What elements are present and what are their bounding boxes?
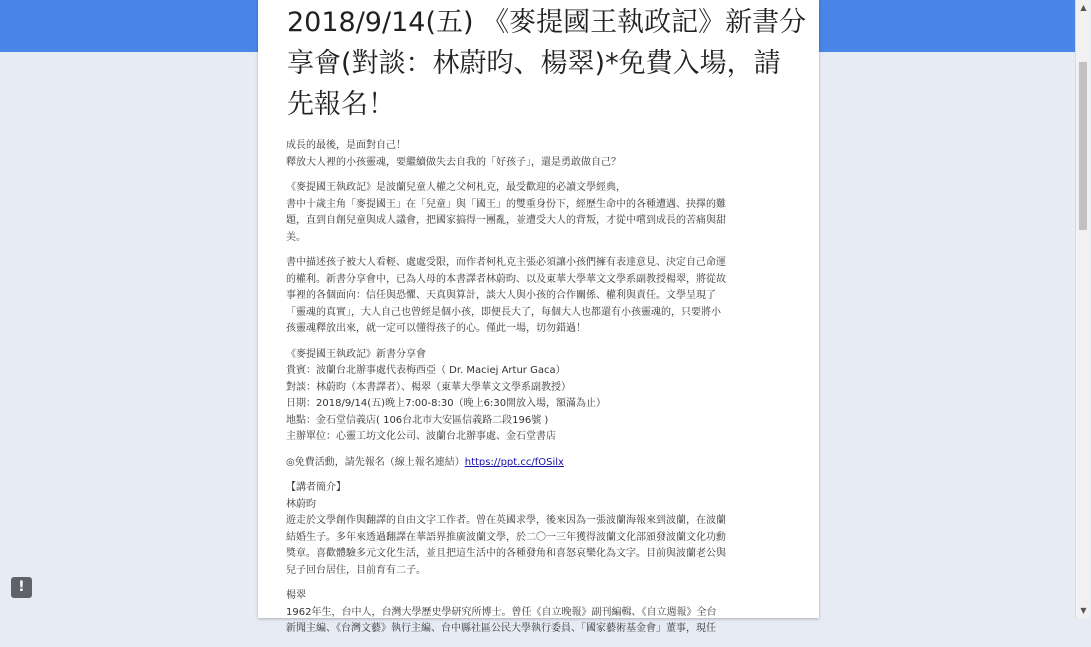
desc-line: 日期：2018/9/14(五)晚上7:00-8:30（晚上6:30開放入場，額滿為止） [286, 398, 607, 409]
desc-line: 楊翠 [286, 590, 306, 601]
desc-paragraph-3 [286, 255, 796, 338]
desc-paragraph-signup [286, 455, 796, 472]
desc-line: 美。 [286, 231, 306, 243]
desc-line: 新聞主編、《台灣文藝》執行主編、台中縣社區公民大學執行委員、「國家藝術基金會」董事，現任 [286, 623, 716, 634]
desc-line: 書中描述孩子被大人看輕、處處受限，而作者柯札克主張必須讓小孩們擁有表達意見、決定自己命運 [286, 257, 726, 268]
form-title: 2018/9/14(五) 《麥提國王執政記》新書分享會(對談：林蔚昀、楊翠)*免費入場，請先報名！ [287, 7, 807, 120]
form-description [286, 138, 796, 647]
scroll-up-arrow-icon[interactable]: ▲ [1080, 3, 1087, 12]
desc-line: 孩靈魂釋放出來，就一定可以懂得孩子的心。僅此一場，切勿錯過！ [286, 323, 586, 334]
scrollbar-thumb[interactable] [1079, 62, 1087, 230]
desc-paragraph-2 [286, 180, 796, 246]
desc-line: 「靈魂的真實」，大人自己也曾經是個小孩，即便長大了，每個大人也都還有小孩靈魂的，只要將小 [286, 306, 721, 318]
page-scrollbar[interactable] [1075, 0, 1090, 618]
desc-line: 遊走於文學創作與翻譯的自由文字工作者。曾在英國求學，後來因為一張波蘭海報來到波蘭，在波蘭 [286, 515, 726, 526]
desc-line: 兒子回台居住，目前育有二子。 [286, 564, 426, 576]
signup-text: ◎免費活動，請先報名（線上報名連結） [286, 456, 465, 468]
desc-line: 成長的最後，是面對自己！ [286, 140, 406, 151]
desc-line: 書中十歲主角「麥提國王」在「兒童」與「國王」的雙重身份下，經歷生命中的各種遭遇、抉擇的難 [286, 198, 726, 210]
desc-paragraph-4 [286, 347, 796, 446]
desc-line: 釋放大人裡的小孩靈魂，要繼續做失去自我的「好孩子」，還是勇敢做自己？ [286, 156, 621, 168]
desc-line: 題，直到自創兒童與成人議會，把國家搞得一團亂，並遭受大人的背叛，才從中嚐到成長的苦痛與甜 [286, 215, 726, 226]
desc-line: 《麥提國王執政記》新書分享會 [286, 348, 426, 360]
desc-line: 主辦單位：心靈工坊文化公司、波蘭台北辦事處、金石堂書店 [286, 431, 556, 442]
desc-line: 【講者簡介】 [286, 482, 346, 493]
scroll-down-arrow-icon[interactable]: ▼ [1080, 606, 1087, 615]
desc-line: 事裡的各個面向：信任與恐懼、天真與算計，談大人與小孩的合作關係、權利與責任。文學呈現了 [286, 290, 716, 301]
desc-line: 1962年生，台中人，台灣大學歷史學研究所博士。曾任《自立晚報》副刊編輯、《自立週報》全台 [286, 606, 717, 618]
desc-paragraph-speaker-2 [286, 588, 796, 638]
desc-line: 的權利。新書分享會中，已為人母的本書譯者林蔚昀、以及東華大學華文文學系副教授楊翠，將從故 [286, 273, 726, 285]
desc-line: 林蔚昀 [286, 498, 316, 510]
desc-line: 結婚生子。多年來透過翻譯在華語界推廣波蘭文學，於二〇一三年獲得波蘭文化部頒發波蘭文化功勳 [286, 531, 726, 543]
desc-line: 貴賓：波蘭台北辦事處代表梅西亞（ Dr. Maciej Artur Gaca） [286, 365, 566, 376]
desc-paragraph-speakers [286, 480, 796, 579]
desc-line: 《麥提國王執政記》是波蘭兒童人權之父柯札克，最受歡迎的必讀文學經典， [286, 182, 626, 193]
desc-paragraph-1 [286, 138, 796, 171]
desc-line: 獎章。喜歡體驗多元文化生活，並且把這生活中的各種發角和喜怒哀樂化為文字。目前與波蘭老公與 [286, 548, 726, 559]
form-card [258, 0, 819, 634]
desc-line: 對談：林蔚昀（本書譯者）、楊翠（東華大學華文文學系副教授） [286, 381, 571, 393]
feedback-icon[interactable]: ! [11, 577, 32, 598]
desc-line: 地點：金石堂信義店( 106台北市大安區信義路二段196號 ) [286, 414, 549, 426]
signup-link[interactable]: https://ppt.cc/fOSilx [464, 456, 564, 468]
